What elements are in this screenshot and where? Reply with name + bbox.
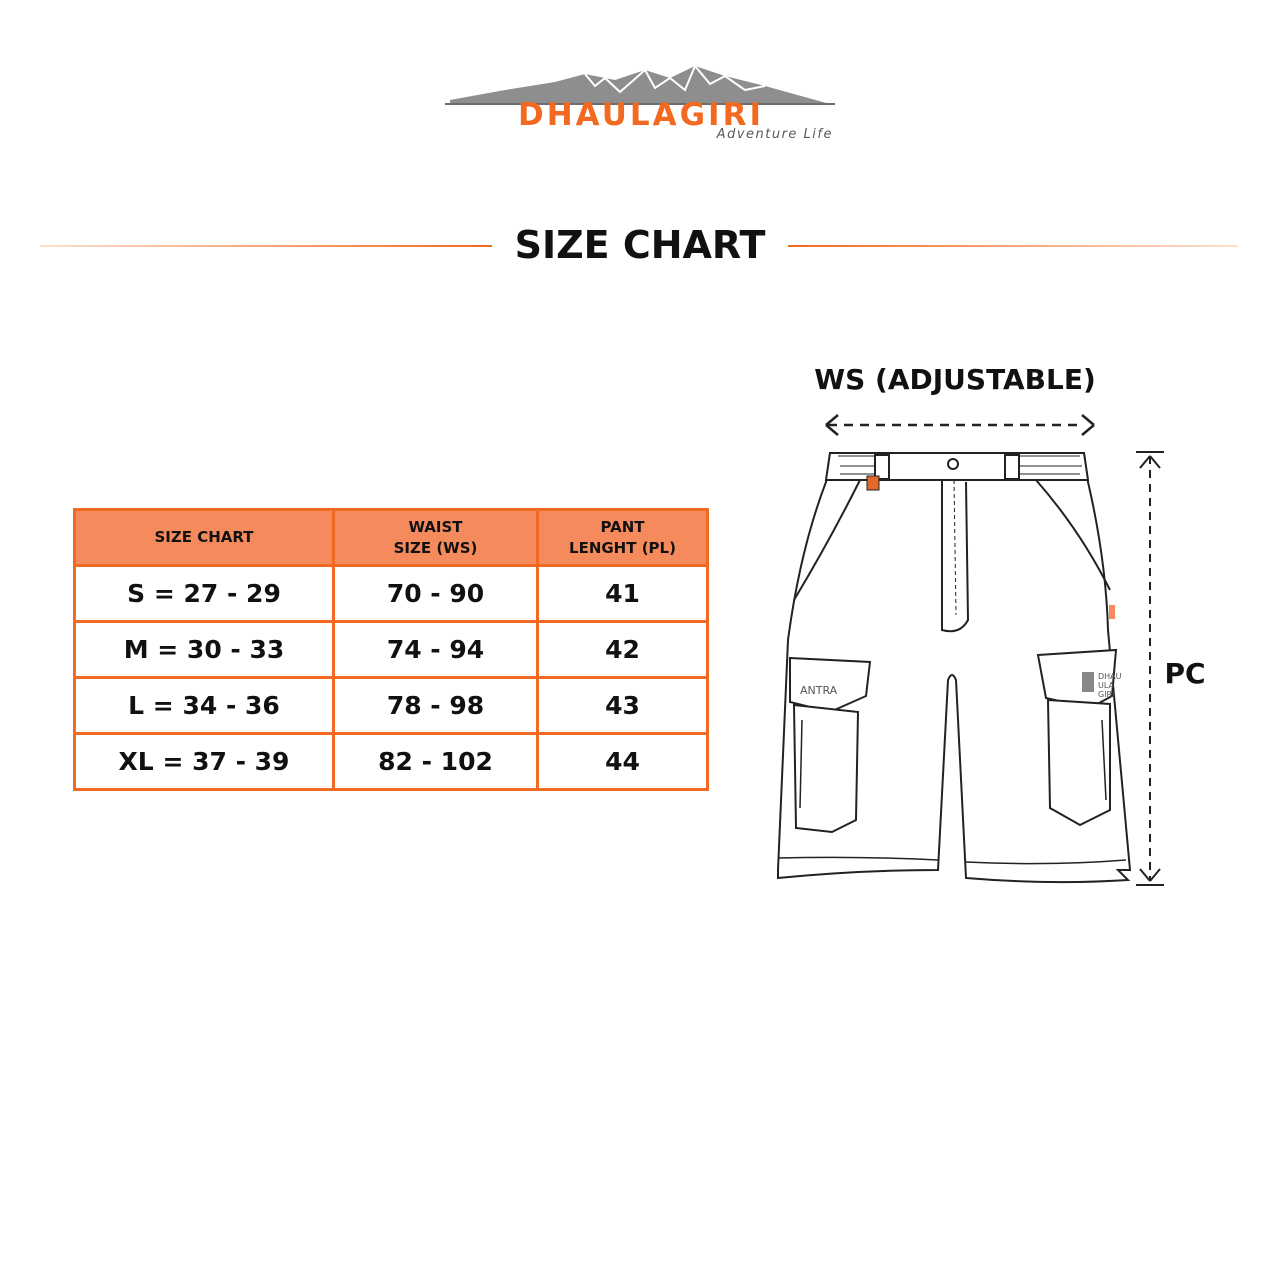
table-cell: S = 27 - 29 <box>75 566 334 622</box>
length-label: PC <box>1164 657 1206 690</box>
header-pant-length <box>538 510 708 566</box>
table-cell: 44 <box>538 734 708 790</box>
header-label-line: PANT <box>600 517 645 536</box>
table-cell: 74 - 94 <box>334 622 538 678</box>
table-cell: M = 30 - 33 <box>75 622 334 678</box>
size-table <box>73 508 709 791</box>
header-waist-size <box>334 510 538 566</box>
header-label-line: WAIST <box>408 517 463 536</box>
header-size-chart <box>75 510 334 566</box>
table-cell: 78 - 98 <box>334 678 538 734</box>
table-cell: L = 34 - 36 <box>75 678 334 734</box>
header-label <box>569 518 676 557</box>
table-row <box>75 678 708 734</box>
table-cell: 82 - 102 <box>334 734 538 790</box>
header-label <box>394 518 478 557</box>
table-row <box>75 622 708 678</box>
heading-rule-right <box>788 245 1238 247</box>
length-arrow-icon <box>1136 452 1164 885</box>
brand-name: DHAULAGIRI <box>517 97 765 133</box>
header-label-line: LENGHT (PL) <box>569 538 676 557</box>
table-cell: 41 <box>538 566 708 622</box>
brand-tagline: Adventure Life <box>716 127 833 142</box>
brand-logo <box>445 60 835 140</box>
pocket-logo-line-1: DHAU <box>1098 672 1122 681</box>
double-arrow-icon <box>826 415 1094 435</box>
page-title: SIZE CHART <box>514 223 766 267</box>
table-row <box>75 566 708 622</box>
table-cell: 70 - 90 <box>334 566 538 622</box>
shorts-illustration <box>760 400 1180 900</box>
heading-rule-left <box>40 245 492 247</box>
pocket-text: ANTRA <box>800 684 838 697</box>
header-label-line: SIZE (WS) <box>393 538 478 557</box>
table-cell: 42 <box>538 622 708 678</box>
pocket-logo-line-3: GIRI <box>1098 690 1115 699</box>
pocket-logo-line-2: ULA <box>1098 681 1114 690</box>
table-row <box>75 734 708 790</box>
header-label: SIZE CHART <box>154 528 254 546</box>
table-cell: 43 <box>538 678 708 734</box>
table-header-row <box>75 510 708 566</box>
waist-size-label: WS (ADJUSTABLE) <box>814 363 1096 396</box>
table-cell: XL = 37 - 39 <box>75 734 334 790</box>
